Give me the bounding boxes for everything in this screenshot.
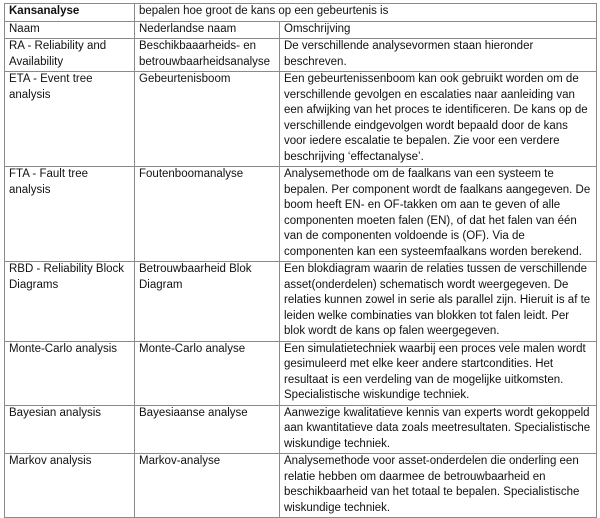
row-name: ETA - Event tree analysis <box>5 72 135 167</box>
row-dutch-name: Betrouwbaarheid Blok Diagram <box>135 262 280 342</box>
row-name: Monte-Carlo analysis <box>5 341 135 405</box>
row-description: Analysemethode om de faalkans van een systeem te bepalen. Per component wordt de faalkans aangegeven. De boom heeft EN- en OF-takken om aan te geven of alle componenten moeten falen (EN), of dat het falen van één van de componenten voldoende is (OF). Via de componenten kan een systeemfaalkans worden berekend. <box>280 167 597 262</box>
table-title: Kansanalyse <box>5 4 135 22</box>
row-description: Analysemethode voor asset-onderdelen die onderling een relatie hebben om daarmee de betrouwbaarheid en beschikbaarheid van het totaal te bepalen. Specialistische wiskundige techniek. <box>280 454 597 518</box>
row-dutch-name: Gebeurtenisboom <box>135 72 280 167</box>
table-row <box>5 454 597 518</box>
row-description: Een simulatietechniek waarbij een proces vele malen wordt gesimuleerd met elke keer andere startcondities. Het resultaat is een verdeling van de mogelijke uitkomsten. Specialistische wiskundige techniek. <box>280 341 597 405</box>
row-name: Bayesian analysis <box>5 405 135 454</box>
row-description: De verschillende analysevormen staan hieronder beschreven. <box>280 39 597 72</box>
row-name: RBD - Reliability Block Diagrams <box>5 262 135 342</box>
row-description: Een gebeurtenissenboom kan ook gebruikt worden om de verschillende gevolgen en escalaties naar aanleiding van een afwijking van het proces te identificeren. De kans op de verschillende eindgevolgen wordt bepaald door de kans voor iedere escalatie te bepalen. Zie voor een verdere beschrijving ‘effectanalyse’. <box>280 72 597 167</box>
row-dutch-name: Foutenboomanalyse <box>135 167 280 262</box>
row-name: FTA - Fault tree analysis <box>5 167 135 262</box>
table-row <box>5 72 597 167</box>
title-row <box>5 4 597 22</box>
table-row <box>5 262 597 342</box>
row-description: Een blokdiagram waarin de relaties tussen de verschillende asset(onderdelen) schematisch wordt weergegeven. De relaties kunnen zowel in serie als parallel zijn. Hieruit is af te leiden welke combinaties van blokken tot falen leidt. Per blok wordt de kans op falen weergegeven. <box>280 262 597 342</box>
row-dutch-name: Markov-analyse <box>135 454 280 518</box>
column-header-omschrijving: Omschrijving <box>280 21 597 39</box>
table-row <box>5 405 597 454</box>
table-row <box>5 167 597 262</box>
table-row <box>5 341 597 405</box>
column-header-nederlandse-naam: Nederlandse naam <box>135 21 280 39</box>
row-dutch-name: Monte-Carlo analyse <box>135 341 280 405</box>
row-dutch-name: Bayesiaanse analyse <box>135 405 280 454</box>
header-row <box>5 21 597 39</box>
row-dutch-name: Beschikbaaarheids- en betrouwbaarheidsanalyse <box>135 39 280 72</box>
row-name: RA - Reliability and Availability <box>5 39 135 72</box>
table-row <box>5 39 597 72</box>
row-description: Aanwezige kwalitatieve kennis van experts wordt gekoppeld aan kwantitatieve data zoals meetresultaten. Specialistische wiskundige techniek. <box>280 405 597 454</box>
row-name: Markov analysis <box>5 454 135 518</box>
column-header-naam: Naam <box>5 21 135 39</box>
kansanalyse-table <box>4 3 597 518</box>
table-title-description: bepalen hoe groot de kans op een gebeurtenis is <box>135 4 597 22</box>
